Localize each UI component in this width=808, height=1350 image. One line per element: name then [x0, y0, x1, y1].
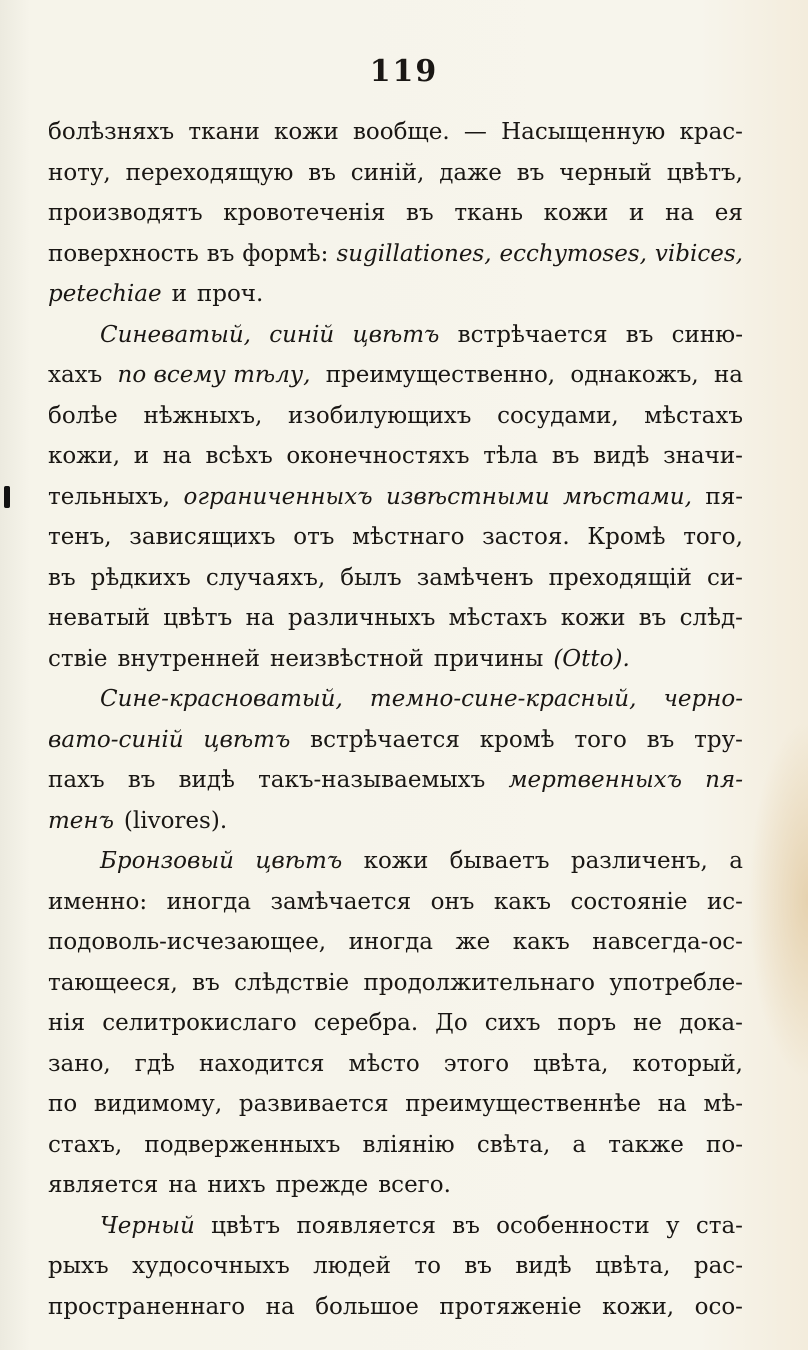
word: свѣта, [476, 1131, 551, 1158]
text-line [48, 274, 743, 315]
word: встрѣчается [310, 726, 460, 753]
word: вообще. [352, 119, 450, 145]
word: въ [551, 443, 580, 469]
word: изобилующихъ [288, 402, 472, 429]
word: крас- [679, 119, 743, 145]
word: селитрокислаго [102, 1010, 297, 1036]
word: кожи, [48, 443, 121, 469]
text-line [48, 436, 743, 477]
text-line [48, 801, 743, 842]
word: пахъ [48, 767, 105, 793]
text-line [48, 517, 743, 558]
word: сихъ [484, 1010, 541, 1036]
word: въ [308, 159, 336, 186]
word: преходящій [548, 564, 692, 591]
latin-term: ecchymoses, [499, 240, 647, 267]
word: навсегда-ос- [592, 929, 743, 955]
word: ткани [188, 119, 260, 145]
word: нѣжныхъ, [143, 402, 263, 429]
word: иногда [348, 929, 434, 955]
word: мѣсто [348, 1050, 420, 1077]
word: мѣ- [703, 1091, 743, 1117]
word: встрѣчается [457, 321, 608, 348]
text-line [48, 558, 743, 599]
word: въ [127, 767, 156, 793]
word: въ [516, 159, 545, 186]
italic-term: ограниченныхъ [183, 483, 373, 510]
word: на [245, 605, 275, 631]
word: въ [406, 200, 434, 226]
text-line [48, 639, 743, 680]
word: какъ [493, 888, 551, 915]
word: иногда [166, 888, 251, 915]
italic-term: цвѣтъ [203, 726, 291, 753]
word: особенности [496, 1212, 650, 1239]
italic-term: по всему тѣлу, [117, 362, 311, 388]
word: какъ [512, 929, 570, 955]
word: поверхность [48, 240, 199, 267]
word: черный [559, 159, 652, 186]
word: развивается [238, 1091, 389, 1117]
word: большое [315, 1293, 419, 1320]
word: (livores). [123, 807, 228, 834]
word: различенъ, [570, 848, 708, 874]
word: у [665, 1212, 680, 1239]
word: неизвѣстной [270, 645, 424, 672]
italic-term: черно- [663, 686, 743, 712]
word: этого [443, 1050, 510, 1077]
word: же [455, 929, 491, 955]
word: на [657, 1091, 687, 1117]
word: хахъ [48, 362, 103, 388]
word: цвѣтъ [163, 605, 233, 631]
word: употребле- [609, 969, 743, 996]
text-line [48, 882, 743, 923]
word: однакожъ, [570, 362, 699, 388]
word: значи- [663, 443, 743, 469]
word: въ [646, 726, 675, 753]
word: производятъ [48, 200, 203, 226]
text-line [48, 1044, 743, 1085]
word: замѣчается [270, 888, 412, 915]
word: всего. [378, 1172, 451, 1198]
text-line [48, 112, 743, 153]
word: людей [313, 1253, 391, 1279]
word: бываетъ [449, 848, 550, 874]
word: поръ [557, 1010, 617, 1036]
italic-term: Сине-красноватый, [100, 686, 343, 712]
word: прежде [275, 1172, 369, 1198]
word: внутренней [117, 645, 261, 672]
word: синій, [350, 159, 425, 186]
word: того, [683, 524, 743, 550]
word: случаяхъ, [205, 564, 326, 591]
word: того [574, 726, 627, 753]
word: по [48, 1091, 78, 1117]
word: кромѣ [479, 726, 555, 753]
word: по- [706, 1131, 743, 1158]
word: гдѣ [134, 1050, 175, 1077]
page-number: 119 [369, 54, 439, 89]
word: и [133, 443, 150, 469]
word: въ [48, 564, 76, 591]
text-line [48, 1125, 743, 1166]
italic-term: Синеватый, [100, 321, 251, 348]
italic-term: темно-сине-красный, [369, 686, 637, 712]
word: является [48, 1172, 159, 1198]
word: зано, [48, 1050, 111, 1077]
word: кожи [274, 119, 339, 145]
text-line [48, 841, 743, 882]
word: рѣдкихъ [90, 564, 191, 591]
word: — [463, 119, 487, 145]
paper-stain [748, 720, 808, 1080]
word: а [729, 848, 743, 874]
word: именно: [48, 888, 148, 915]
word: стахъ, [48, 1131, 123, 1158]
word: кожи [543, 200, 609, 226]
text-line [48, 1206, 743, 1247]
italic-term: Черный [100, 1212, 195, 1239]
word: тѣла [483, 443, 539, 469]
word: даже [439, 159, 502, 186]
word: протяженіе [439, 1293, 582, 1320]
word: въ [192, 969, 220, 996]
text-line [48, 1287, 743, 1328]
italic-term: извѣстными [386, 483, 550, 510]
text-line [48, 396, 743, 437]
word: тру- [694, 726, 743, 753]
word: появляется [296, 1212, 436, 1239]
word: цвѣта, [533, 1050, 609, 1077]
word: слѣд- [679, 605, 743, 631]
word: формѣ: [242, 240, 329, 267]
word: кожи [560, 605, 626, 631]
text-line [48, 153, 743, 194]
word: До [435, 1010, 468, 1036]
word: и [629, 200, 645, 226]
word: оконечностяхъ [286, 443, 470, 469]
word: проч. [196, 281, 264, 307]
text-line [48, 598, 743, 639]
italic-term: тенъ [48, 807, 114, 834]
word: рас- [693, 1253, 743, 1279]
italic-term: Бронзовый [100, 848, 234, 874]
text-line [48, 963, 743, 1004]
word: ствіе [48, 645, 108, 672]
word: такъ-называемыхъ [258, 767, 486, 793]
word: на [162, 443, 192, 469]
italic-term: цвѣтъ [255, 848, 343, 874]
word: всѣхъ [205, 443, 273, 469]
word: ис- [706, 888, 743, 915]
text-line [48, 1165, 743, 1206]
word: мѣстнаго [352, 524, 465, 550]
margin-ink-mark [4, 486, 10, 508]
word: продолжительнаго [363, 969, 595, 996]
word: переходящую [125, 159, 294, 186]
italic-term: мертвенныхъ [508, 767, 682, 793]
word: болѣзняхъ [48, 119, 175, 145]
word: нихъ [207, 1172, 266, 1198]
latin-term: petechiae [48, 281, 162, 307]
word: осо- [694, 1293, 743, 1320]
word: мѣстахъ [448, 605, 548, 631]
word: причины [433, 645, 544, 672]
word: неватый [48, 605, 150, 631]
word: въ [638, 605, 667, 631]
word: на [665, 200, 695, 226]
word: си- [706, 564, 743, 591]
word: кожи [363, 848, 429, 874]
word: тельныхъ, [48, 483, 171, 510]
text-line [48, 720, 743, 761]
word: ткань [454, 200, 523, 226]
word: видѣ [178, 767, 235, 793]
word: преимущественнѣе [405, 1091, 641, 1117]
body-text [48, 112, 743, 1327]
word: въ [206, 240, 235, 267]
word: дока- [679, 1010, 743, 1036]
word: зависящихъ [129, 524, 276, 550]
word: видимому, [93, 1091, 223, 1117]
text-line [48, 922, 743, 963]
word: пя- [705, 483, 743, 510]
word: преимущественно, [325, 362, 556, 388]
word: который, [632, 1050, 743, 1077]
text-line [48, 477, 743, 518]
text-line [48, 355, 743, 396]
word: цвѣтъ, [666, 159, 743, 186]
word: вліянію [362, 1131, 455, 1158]
word: находится [198, 1050, 325, 1077]
word: видѣ [593, 443, 650, 469]
text-line [48, 1003, 743, 1044]
latin-term: sugillationes, [336, 240, 492, 267]
word: въ [452, 1212, 480, 1239]
text-line [48, 760, 743, 801]
latin-term: vibices, [654, 240, 743, 267]
word: рыхъ [48, 1253, 109, 1279]
word: мѣстахъ [644, 402, 743, 429]
text-line [48, 679, 743, 720]
word: на [713, 362, 743, 388]
italic-term: синій [269, 321, 335, 348]
word: видѣ [515, 1253, 572, 1279]
word: на [265, 1293, 295, 1320]
word: различныхъ [287, 605, 436, 631]
word: болѣе [48, 402, 118, 429]
word: также [608, 1131, 684, 1158]
text-line [48, 234, 743, 275]
word: ея [714, 200, 743, 226]
italic-term: пя- [705, 767, 743, 793]
word: тающееся, [48, 969, 178, 996]
word: цвѣтъ [211, 1212, 281, 1239]
word: кожи, [602, 1293, 675, 1320]
word: онъ [430, 888, 475, 915]
word: и [171, 281, 187, 307]
word: серебра. [313, 1010, 419, 1036]
word: худосочныхъ [132, 1253, 290, 1279]
word: замѣченъ [416, 564, 534, 591]
word: то [414, 1253, 441, 1279]
word: отъ [293, 524, 335, 550]
word: подоволь-исчезающее, [48, 929, 327, 955]
word: въ [625, 321, 654, 348]
text-line [48, 1246, 743, 1287]
word: тенъ, [48, 524, 112, 550]
word: Кромѣ [587, 524, 666, 550]
italic-term: цвѣтъ [352, 321, 440, 348]
italic-term: вато-синій [48, 726, 184, 753]
word: нія [48, 1010, 86, 1036]
word: на [168, 1172, 198, 1198]
text-line [48, 315, 743, 356]
word: застоя. [482, 524, 570, 550]
word: былъ [340, 564, 402, 591]
word: слѣдствіе [234, 969, 350, 996]
word: не [633, 1010, 663, 1036]
word: Насыщенную [501, 119, 666, 145]
word: подверженныхъ [144, 1131, 341, 1158]
word: а [572, 1131, 587, 1158]
word: въ [464, 1253, 492, 1279]
text-line [48, 1084, 743, 1125]
word: синю- [671, 321, 743, 348]
word: ста- [695, 1212, 743, 1239]
word: ноту, [48, 159, 111, 186]
word: цвѣта, [595, 1253, 671, 1279]
word: состояніе [570, 888, 688, 915]
word: сосудами, [497, 402, 619, 429]
word: кровотеченія [223, 200, 386, 226]
citation: (Otto). [553, 645, 630, 672]
word: пространеннаго [48, 1293, 246, 1320]
text-line [48, 193, 743, 234]
italic-term: мѣстами, [562, 483, 692, 510]
